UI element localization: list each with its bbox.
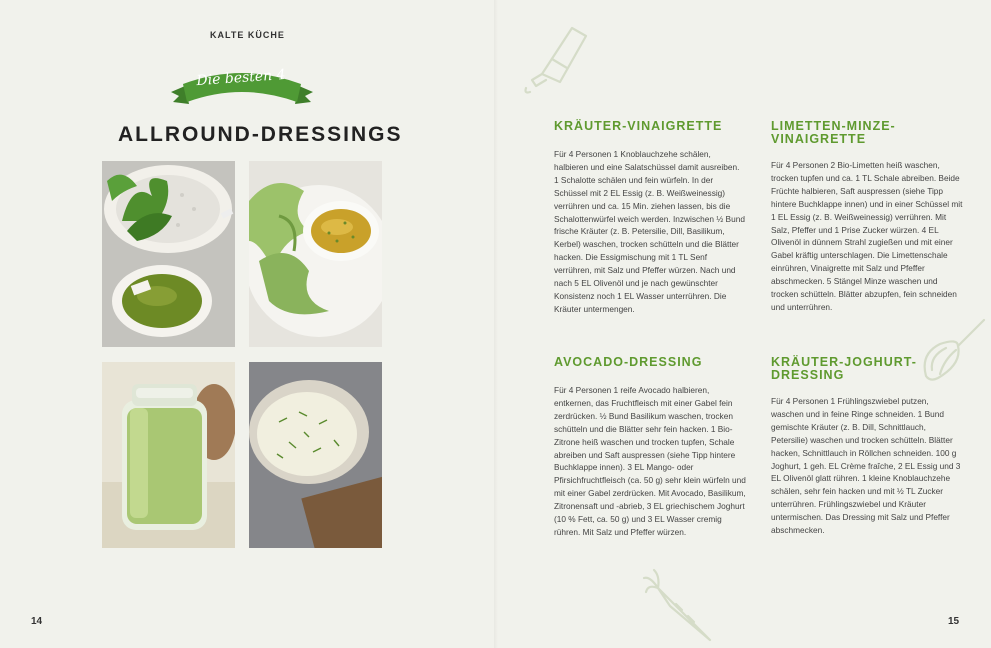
recipe-text: Für 4 Personen 1 Knoblauchzehe schälen, halbieren und eine Salatschüssel damit ausreiben. 1 Schalotte schälen und fein würfeln. In der Schüssel mit 2 EL Essig (z. B. Weißweinessig) verrühren und ca. 15 Min. ziehen lassen, bis die Schalottenwürfel weich werden. Inzwischen ½ Bund frische Kräuter (z. B. Petersilie, Dill, Basilikum, Kerbel) waschen, trocken schütteln und die Blätter hacken. Die Essigmischung mit 1 TL Senf verrühren, mit Salz und Pfeffer würzen. Nach und nach 5 EL Olivenöl und je nach gewünschter Konsistenz noch 1 EL Wasser unterrühren. Die Kräuter untermengen. bbox=[554, 149, 745, 314]
page-gutter bbox=[494, 0, 498, 648]
photo-herb-vinaigrette bbox=[102, 161, 235, 347]
bottle-icon bbox=[512, 14, 592, 94]
recipe-title: LIMETTEN-MINZE-VINAIGRETTE bbox=[771, 119, 896, 146]
page-number-right: 15 bbox=[948, 616, 960, 627]
photo-lime-mint-vinaigrette bbox=[249, 161, 382, 347]
carrot-icon bbox=[640, 566, 720, 646]
recipe-title: AVOCADO-DRESSING bbox=[554, 355, 703, 369]
recipe-text: Für 4 Personen 1 Frühlingszwiebel putzen, waschen und in feine Ringe schneiden. 1 Bund gemischte Kräuter (z. B. Dill, Schnittlauch, Petersilie) waschen und trocken schütteln. Blätter hacken, Schnittlauch in Röllchen schneiden. 100 g Joghurt, 1 geh. EL Crème fraîche, 2 EL Essig und 3 EL Olivenöl glatt rühren. 1 kleine Knoblauchzehe schälen, sehr fein hacken und mit ½ TL Zucker unterrühren. Frühlingszwiebel und Kräuter untermischen. Das Dressing mit Salz und Pfeffer abschmecken. bbox=[771, 396, 961, 536]
recipe-text: Für 4 Personen 1 reife Avocado halbieren, entkernen, das Fruchtfleisch mit einer Gabel fein zerdrücken. ½ Bund Basilikum waschen, trocken schütteln und die Blätter sehr fein hacken. 1 Bio-Zitrone heiß waschen und trocken tupfen, Schale abreiben und Saft auspressen (siehe Tipp hintere Buchklappe innen). 3 EL Mango- oder Pfirsichfruchtfleisch (ca. 50 g) sehr klein würfeln und mit einer Gabel zerdrücken. Mit Avocado, Basilikum, Zitronensaft und -abrieb, 3 EL griechischem Joghurt (10 % Fett, ca. 50 g) und 3 EL Wasser cremig rühren. Mit Salz und Pfeffer würzen. bbox=[554, 385, 746, 537]
photo-herb-yogurt-dressing bbox=[249, 362, 382, 548]
recipe-title: KRÄUTER-VINAIGRETTE bbox=[554, 119, 723, 133]
page-title: ALLROUND-DRESSINGS bbox=[118, 123, 403, 146]
recipe-kraeuter-joghurt-dressing bbox=[771, 356, 963, 537]
recipe-title: KRÄUTER-JOGHURT-DRESSING bbox=[771, 355, 917, 382]
section-label: KALTE KÜCHE bbox=[210, 30, 285, 40]
photo-avocado-dressing bbox=[102, 362, 235, 548]
recipe-limetten-minze-vinaigrette bbox=[771, 120, 963, 314]
recipe-text: Für 4 Personen 2 Bio-Limetten heiß waschen, trocken tupfen und ca. 1 TL Schale abreiben. Beide Früchte halbieren, Saft auspressen (siehe Tipp hintere Buchklappe innen) und in einer Schüssel mit 1 EL Essig (z. B. Weißweinessig) verrühren. Mit Salz, Pfeffer und 1 Prise Zucker würzen. 4 EL Olivenöl in dünnem Strahl zugießen und mit einer Gabel kräftig unterschlagen. Die Limettenschale einrühren, Vinaigrette mit Salz und Pfeffer abschmecken. 5 Stängel Minze waschen und trocken schütteln. Blätter abzupfen, fein schneiden und unterrühren. bbox=[771, 160, 963, 312]
banner-text: Die besten 4 bbox=[195, 66, 287, 90]
recipe-kraeuter-vinaigrette bbox=[554, 120, 746, 316]
recipe-avocado-dressing bbox=[554, 356, 746, 539]
page-number-left: 14 bbox=[31, 616, 43, 627]
